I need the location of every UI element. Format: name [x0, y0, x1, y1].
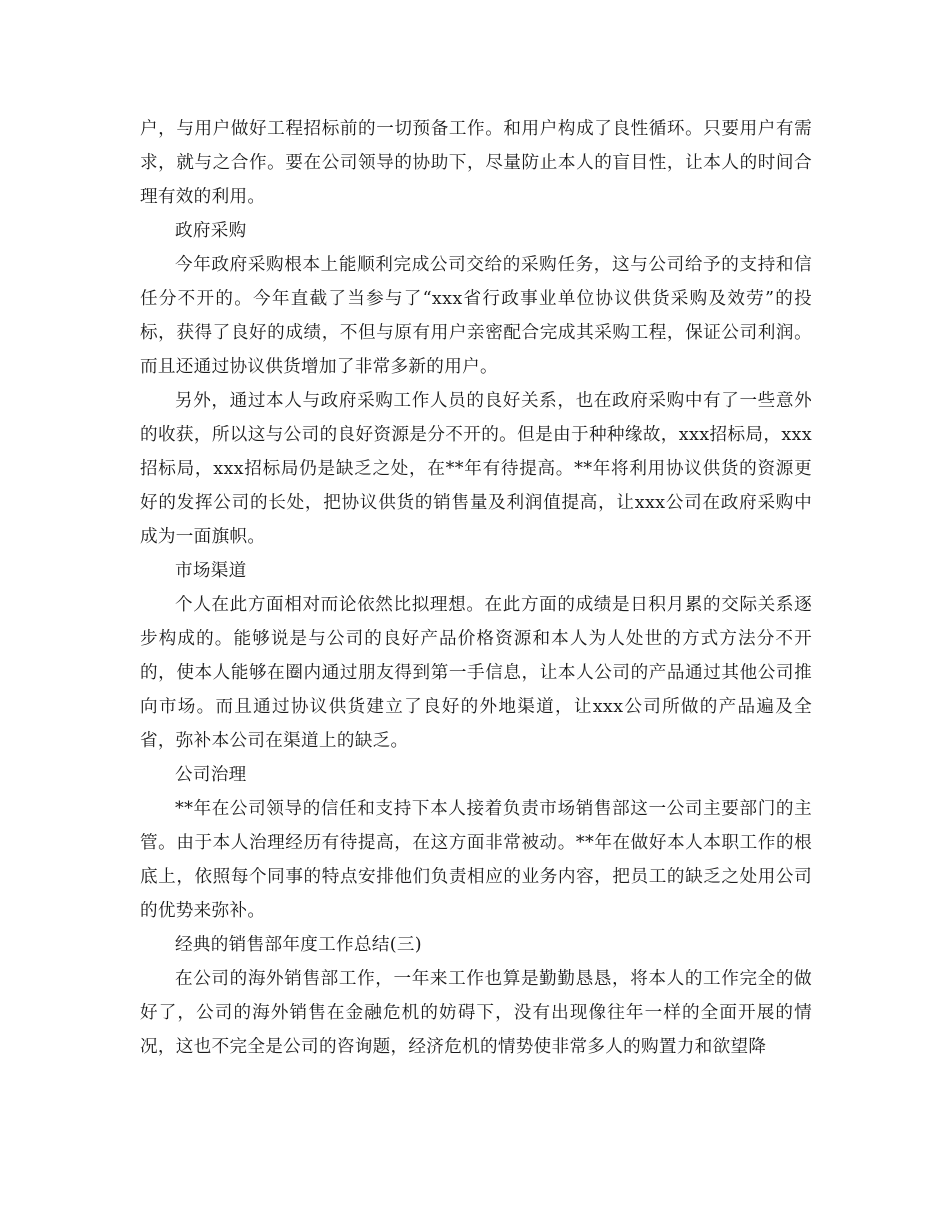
section-heading-company-management: 公司治理 [175, 765, 247, 785]
paragraph-continuation: 户，与用户做好工程招标前的一切预备工作。和用户构成了良性循环。只要用户有需求，就与之合作。要在公司领导的协助下，尽量防止本人的盲目性，让本人的时间合理有效的利用。 [140, 119, 812, 207]
section-heading-market-channel: 市场渠道 [175, 561, 247, 581]
paragraph: **年在公司领导的信任和支持下本人接着负责市场销售部这一公司主要部门的主管。由于本人治理经历有待提高，在这方面非常被动。**年在做好本人本职工作的根底上，依照每个同事的特点安排他们负责相应的业务内容，把员工的缺乏之处用公司的优势来弥补。 [140, 799, 812, 921]
paragraph: 个人在此方面相对而论依然比拟理想。在此方面的成绩是日积月累的交际关系逐步构成的。能够说是与公司的良好产品价格资源和本人为人处世的方式方法分不开的，使本人能够在圈内通过朋友得到第一手信息，让本人公司的产品通过其他公司推向市场。而且通过协议供货建立了良好的外地渠道，让xxx公司所做的产品遍及全省，弥补本公司在渠道上的缺乏。 [140, 595, 812, 751]
section-heading-summary-three: 经典的销售部年度工作总结(三) [175, 935, 422, 955]
paragraph: 另外，通过本人与政府采购工作人员的良好关系，也在政府采购中有了一些意外的收获，所以这与公司的良好资源是分不开的。但是由于种种缘故，xxx招标局，xxx招标局，xxx招标局仍是缺乏之处，在**年有待提高。**年将利用协议供货的资源更好的发挥公司的长处，把协议供货的销售量及利润值提高，让xxx公司在政府采购中成为一面旗帜。 [140, 391, 812, 547]
section-heading-government-procurement: 政府采购 [175, 221, 247, 241]
paragraph: 在公司的海外销售部工作，一年来工作也算是勤勤恳恳，将本人的工作完全的做好了，公司的海外销售在金融危机的妨碍下，没有出现像往年一样的全面开展的情况，这也不完全是公司的咨询题，经济危机的情势使非常多人的购置力和欲望降 [140, 969, 812, 1057]
document-page [140, 112, 812, 1064]
paragraph: 今年政府采购根本上能顺利完成公司交给的采购任务，这与公司给予的支持和信任分不开的。今年直截了当参与了“xxx省行政事业单位协议供货采购及效劳”的投标，获得了良好的成绩，不但与原有用户亲密配合完成其采购工程，保证公司利润。而且还通过协议供货增加了非常多新的用户。 [140, 255, 812, 377]
